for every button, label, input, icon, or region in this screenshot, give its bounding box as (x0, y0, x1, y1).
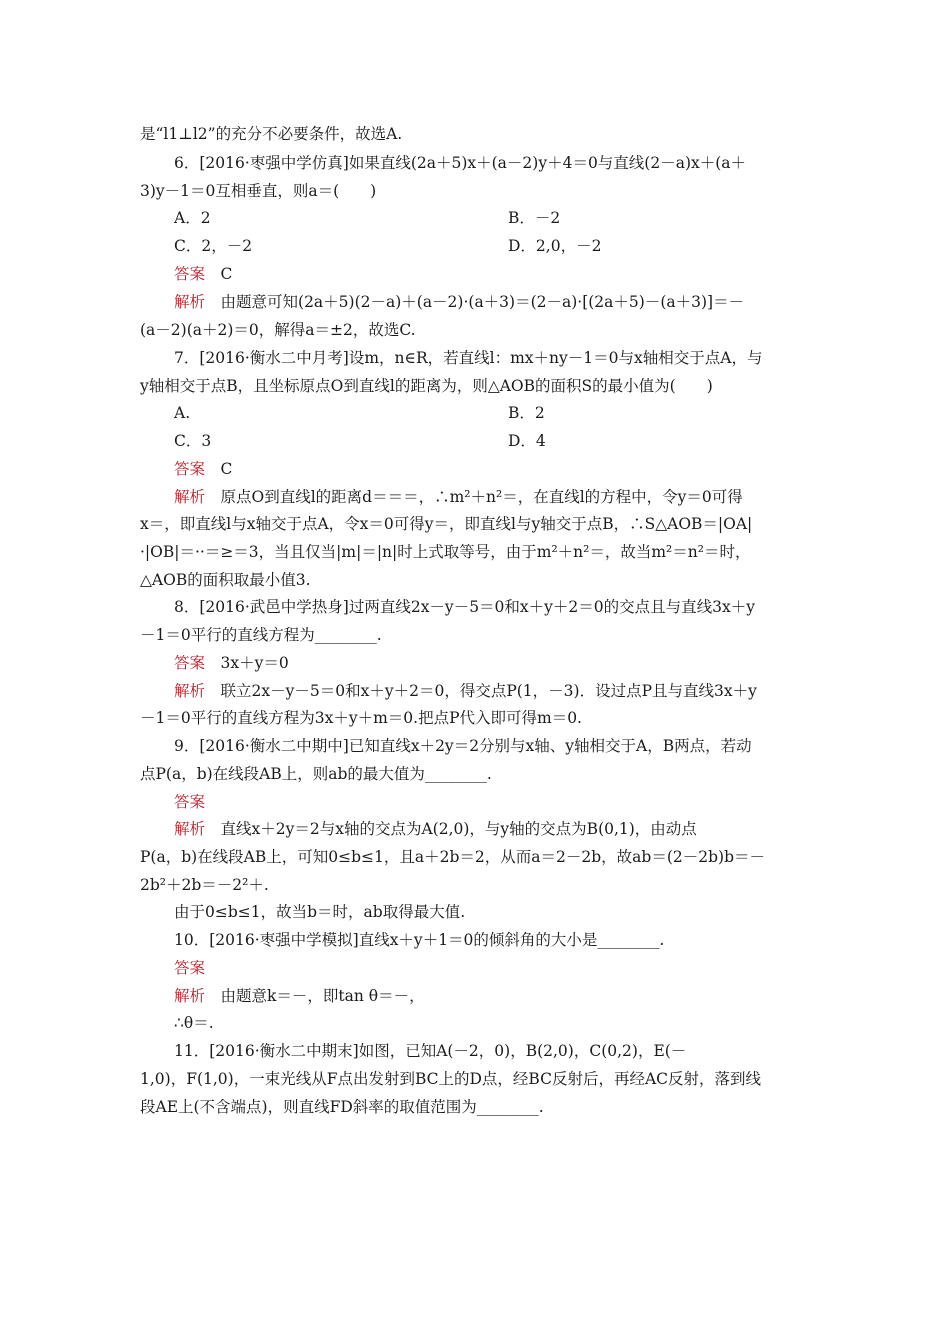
answer-label: 答案 (174, 265, 206, 283)
analysis-line: 解析 原点O到直线l的距离d＝＝＝，∴m²＋n²＝，在直线l的方程中，令y＝0可得 (174, 488, 743, 506)
answer-label: 答案 (174, 654, 206, 672)
analysis-label: 解析 (174, 488, 206, 506)
text-line: 由于0≤b≤1，故当b＝时，ab取得最大值. (174, 903, 466, 921)
option-d: D．4 (508, 432, 546, 450)
text-line: 点P(a，b)在线段AB上，则ab的最大值为________. (140, 765, 492, 783)
option-a: A．2 (174, 209, 211, 227)
option-b: B．2 (508, 404, 545, 422)
analysis-line: 解析 直线x＋2y＝2与x轴的交点为A(2,0)，与y轴的交点为B(0,1)，由动点 (174, 820, 697, 838)
question-8: 8．[2016·武邑中学热身]过两直线2x－y－5＝0和x＋y＋2＝0的交点且与直线3x＋y (174, 598, 755, 616)
text-line: －1＝0平行的直线方程为3x＋y＋m＝0.把点P代入即可得m＝0. (140, 709, 582, 727)
analysis-line: 解析 联立2x－y－5＝0和x＋y＋2＝0，得交点P(1，－3)．设过点P且与直线3x＋y (174, 682, 757, 700)
answer-label: 答案 (174, 460, 206, 478)
text-line: －1＝0平行的直线方程为________. (140, 626, 382, 644)
option-a: A. (174, 404, 191, 422)
analysis-label: 解析 (174, 820, 206, 838)
analysis-label: 解析 (174, 293, 206, 311)
text-line: 是“l1⊥l2”的充分不必要条件，故选A. (140, 125, 403, 143)
analysis-line: 解析 由题意可知(2a＋5)(2－a)＋(a－2)·(a＋3)＝(2－a)·[(2a＋5)－(a＋3)]＝－ (174, 293, 745, 311)
text-line: 2b²＋2b＝－2²＋. (140, 876, 269, 894)
text-line: (a－2)(a＋2)＝0，解得a＝±2，故选C. (140, 321, 416, 339)
answer-label: 答案 (174, 793, 206, 811)
analysis-line: 解析 由题意k＝－，即tan θ＝－， (174, 987, 425, 1005)
text-line: 1,0)，F(1,0)，一束光线从F点出发射到BC上的D点，经BC反射后，再经AC反射，落到线 (140, 1070, 762, 1088)
text-line: x＝，即直线l与x轴交于点A，令x＝0可得y＝，即直线l与y轴交于点B，∴S△AOB＝|OA| (140, 515, 753, 533)
question-7: 7．[2016·衡水二中月考]设m，n∈R，若直线l：mx＋ny－1＝0与x轴相交于点A，与 (174, 349, 763, 367)
option-c: C．2，－2 (174, 237, 253, 255)
option-b: B．－2 (508, 209, 561, 227)
text-line: ∴θ＝. (174, 1014, 214, 1032)
answer-line: 答案 C (174, 460, 233, 478)
option-d: D．2,0，－2 (508, 237, 602, 255)
answer-line: 答案 3x＋y＝0 (174, 654, 289, 672)
option-c: C．3 (174, 432, 212, 450)
question-9: 9．[2016·衡水二中期中]已知直线x＋2y＝2分别与x轴、y轴相交于A，B两点，若动 (174, 737, 752, 755)
text-line: y轴相交于点B，且坐标原点O到直线l的距离为，则△AOB的面积S的最小值为( ) (140, 377, 713, 395)
text-line: P(a，b)在线段AB上，可知0≤b≤1，且a＋2b＝2，从而a＝2－2b，故ab＝(2－2b)b＝－ (140, 848, 765, 866)
answer-label: 答案 (174, 959, 206, 977)
answer-line (174, 792, 205, 814)
analysis-label: 解析 (174, 987, 206, 1005)
answer-line (174, 958, 205, 980)
text-line: △AOB的面积取最小值3. (140, 571, 311, 589)
question-10: 10．[2016·枣强中学模拟]直线x＋y＋1＝0的倾斜角的大小是________. (174, 931, 665, 949)
analysis-label: 解析 (174, 682, 206, 700)
question-11: 11．[2016·衡水二中期末]如图，已知A(－2，0)，B(2,0)，C(0,2)，E(－ (174, 1042, 687, 1060)
text-line: 3)y－1＝0互相垂直，则a＝( ) (140, 182, 377, 200)
text-line: 段AE上(不含端点)，则直线FD斜率的取值范围为________. (140, 1098, 544, 1116)
question-6: 6．[2016·枣强中学仿真]如果直线(2a＋5)x＋(a－2)y＋4＝0与直线(2－a)x＋(a＋ (174, 154, 747, 172)
text-line: ·|OB|＝··＝≥＝3，当且仅当|m|＝|n|时上式取等号，由于m²＋n²＝，故当m²＝n²＝时， (140, 543, 751, 561)
answer-line: 答案 C (174, 265, 233, 283)
